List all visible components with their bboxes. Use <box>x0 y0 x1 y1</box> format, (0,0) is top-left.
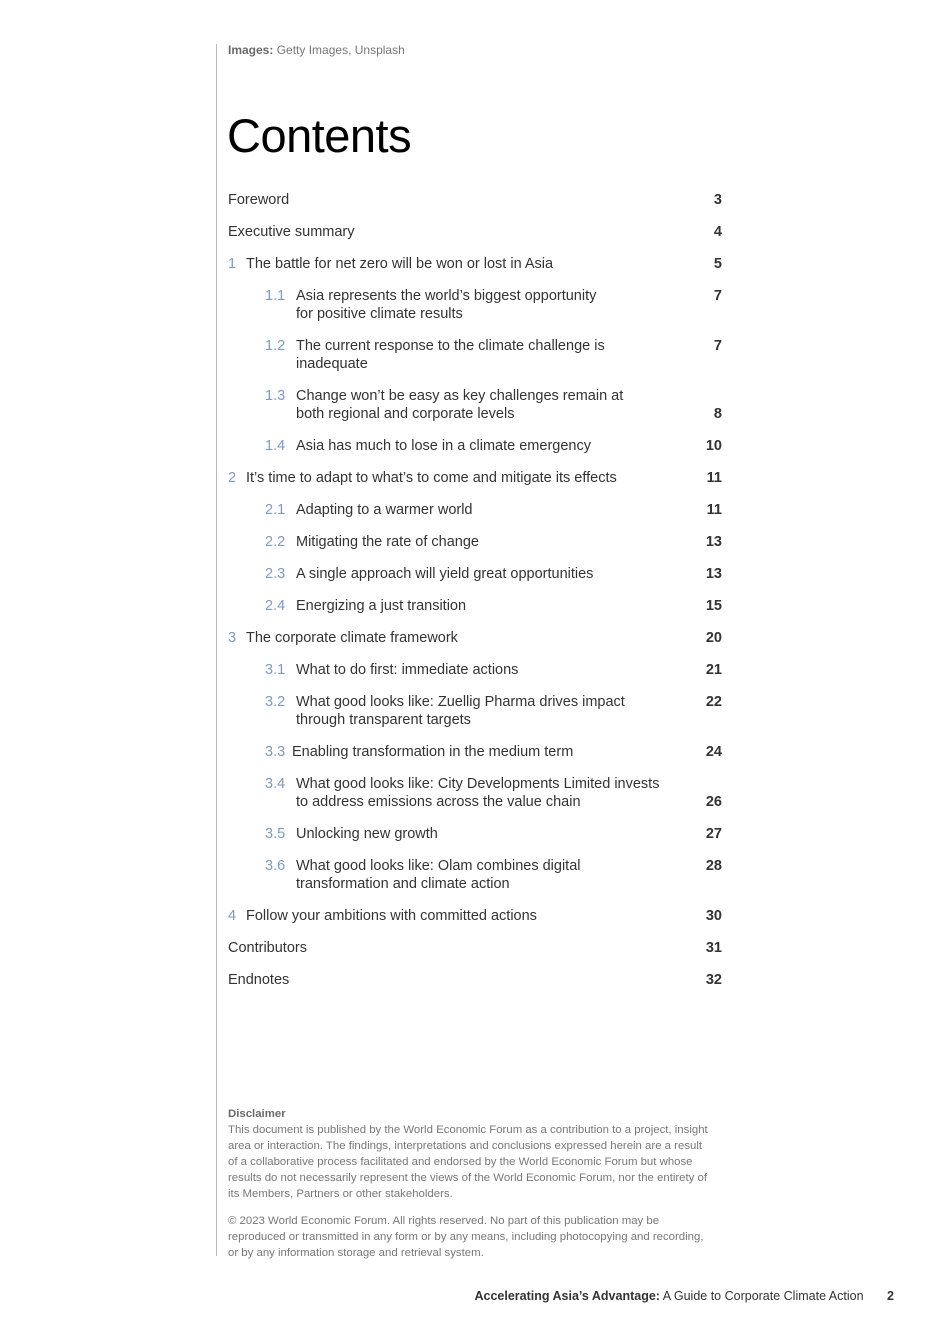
toc-entry-page: 10 <box>705 438 722 454</box>
toc-entry-number: 3.4 <box>265 776 286 792</box>
toc-entry-page: 3 <box>713 192 722 208</box>
toc-entry-text: Unlocking new growth <box>296 826 438 842</box>
toc-entry-section-1-2[interactable] <box>228 337 722 373</box>
toc-entry-text: Asia has much to lose in a climate emergency <box>296 438 591 454</box>
table-of-contents <box>228 191 722 1003</box>
toc-entry-section-1[interactable] <box>228 255 722 273</box>
toc-entry-executive-summary[interactable] <box>228 223 722 241</box>
toc-entry-page: 30 <box>705 908 722 924</box>
toc-entry-page: 11 <box>706 470 722 486</box>
toc-entry-text: It’s time to adapt to what’s to come and mitigate its effects <box>246 470 617 486</box>
toc-entry-page: 24 <box>705 744 722 760</box>
toc-entry-text: Adapting to a warmer world <box>296 502 473 518</box>
toc-entry-number: 3 <box>228 630 237 646</box>
toc-entry-section-3-3[interactable] <box>228 743 722 761</box>
toc-entry-text: What good looks like: Olam combines digital transformation and climate action <box>296 858 581 892</box>
toc-entry-text: What good looks like: Zuellig Pharma drives impact through transparent targets <box>296 694 625 728</box>
toc-entry-number: 1.2 <box>265 338 286 354</box>
page-number: 2 <box>887 1289 894 1303</box>
toc-entry-page: 7 <box>713 288 722 304</box>
toc-entry-section-2-1[interactable] <box>228 501 722 519</box>
toc-entry-text: Enabling transformation in the medium term <box>292 744 574 760</box>
disclaimer-heading: Disclaimer <box>228 1108 286 1120</box>
toc-entry-page: 15 <box>705 598 722 614</box>
toc-entry-page: 20 <box>705 630 722 646</box>
image-credits-value: Getty Images, Unsplash <box>276 43 405 57</box>
toc-entry-page: 22 <box>705 694 722 710</box>
toc-entry-section-3-5[interactable] <box>228 825 722 843</box>
toc-entry-number: 1.4 <box>265 438 286 454</box>
toc-entry-section-2[interactable] <box>228 469 722 487</box>
toc-entry-page: 13 <box>705 566 722 582</box>
margin-rule <box>216 44 217 1256</box>
toc-entry-page: 27 <box>705 826 722 842</box>
page-footer <box>474 1289 894 1303</box>
disclaimer <box>228 1106 714 1272</box>
toc-entry-number: 3.6 <box>265 858 286 874</box>
toc-entry-section-3[interactable] <box>228 629 722 647</box>
toc-entry-number: 2.3 <box>265 566 286 582</box>
toc-entry-section-4[interactable] <box>228 907 722 925</box>
toc-entry-number: 2.1 <box>265 502 286 518</box>
toc-entry-page: 31 <box>705 940 722 956</box>
toc-entry-number: 1.1 <box>265 288 286 304</box>
toc-entry-page: 5 <box>713 256 722 272</box>
toc-entry-section-1-3[interactable] <box>228 387 722 423</box>
toc-entry-number: 3.3 <box>265 744 286 760</box>
page-title: Contents <box>227 109 412 162</box>
toc-entry-text: The corporate climate framework <box>246 630 458 646</box>
toc-entry-section-2-3[interactable] <box>228 565 722 583</box>
toc-entry-foreword[interactable] <box>228 191 722 209</box>
toc-entry-contributors[interactable] <box>228 939 722 957</box>
toc-entry-number: 2 <box>228 470 237 486</box>
toc-entry-text: The current response to the climate challenge is inadequate <box>296 338 605 372</box>
toc-entry-page: 28 <box>705 858 722 874</box>
toc-entry-text: The battle for net zero will be won or lost in Asia <box>246 256 554 272</box>
toc-entry-section-3-6[interactable] <box>228 857 722 893</box>
toc-entry-page: 11 <box>706 502 722 518</box>
footer-title-rest: A Guide to Corporate Climate Action <box>662 1289 864 1303</box>
toc-entry-number: 2.4 <box>265 598 286 614</box>
toc-entry-text: Foreword <box>228 192 290 208</box>
toc-entry-section-3-1[interactable] <box>228 661 722 679</box>
toc-entry-page: 32 <box>705 972 722 988</box>
toc-entry-number: 1.3 <box>265 388 286 404</box>
toc-entry-page: 4 <box>713 224 722 240</box>
toc-entry-text: Executive summary <box>228 224 355 240</box>
toc-entry-page: 21 <box>705 662 722 678</box>
toc-entry-page: 7 <box>713 338 722 354</box>
toc-entry-text: Contributors <box>228 940 307 956</box>
disclaimer-body: This document is published by the World Economic Forum as a contribution to a project, insight area or interaction. The findings, interpretations and conclusions expressed herein are a result of a collaborative process facilitated and endorsed by the World Economic Forum but whose results do not necessarily represent the views of the World Economic Forum, nor the entirety of its Members, Partners or other stakeholders. <box>228 1124 708 1200</box>
toc-entry-page: 26 <box>705 794 722 810</box>
toc-entry-text: A single approach will yield great opportunities <box>296 566 594 582</box>
toc-entry-text: What to do first: immediate actions <box>296 662 519 678</box>
toc-entry-section-1-1[interactable] <box>228 287 722 323</box>
image-credits <box>228 43 405 57</box>
toc-entry-text: Change won’t be easy as key challenges remain at both regional and corporate levels <box>296 388 624 422</box>
toc-entry-text: Energizing a just transition <box>296 598 467 614</box>
toc-entry-text: Asia represents the world’s biggest opportunity for positive climate results <box>296 288 597 322</box>
toc-entry-number: 2.2 <box>265 534 286 550</box>
toc-entry-number: 3.1 <box>265 662 286 678</box>
toc-entry-section-3-2[interactable] <box>228 693 722 729</box>
toc-entry-text: Mitigating the rate of change <box>296 534 479 550</box>
footer-title-bold: Accelerating Asia’s Advantage: <box>474 1289 660 1303</box>
toc-entry-page: 8 <box>713 406 722 422</box>
toc-entry-section-3-4[interactable] <box>228 775 722 811</box>
toc-entry-text: What good looks like: City Developments Limited invests to address emissions across the value chain <box>296 776 660 810</box>
toc-entry-text: Endnotes <box>228 972 290 988</box>
toc-entry-number: 1 <box>228 256 237 272</box>
toc-entry-number: 3.2 <box>265 694 286 710</box>
toc-entry-section-2-4[interactable] <box>228 597 722 615</box>
toc-entry-number: 3.5 <box>265 826 286 842</box>
toc-entry-number: 4 <box>228 908 237 924</box>
toc-entry-section-2-2[interactable] <box>228 533 722 551</box>
toc-entry-page: 13 <box>705 534 722 550</box>
image-credits-label: Images: <box>228 43 274 57</box>
toc-entry-section-1-4[interactable] <box>228 437 722 455</box>
toc-entry-text: Follow your ambitions with committed actions <box>246 908 537 924</box>
toc-entry-endnotes[interactable] <box>228 971 722 989</box>
copyright-notice: © 2023 World Economic Forum. All rights reserved. No part of this publication may be reproduced or transmitted in any form or by any means, including photocopying and recording, or by any information storage and retrieval system. <box>228 1215 704 1259</box>
